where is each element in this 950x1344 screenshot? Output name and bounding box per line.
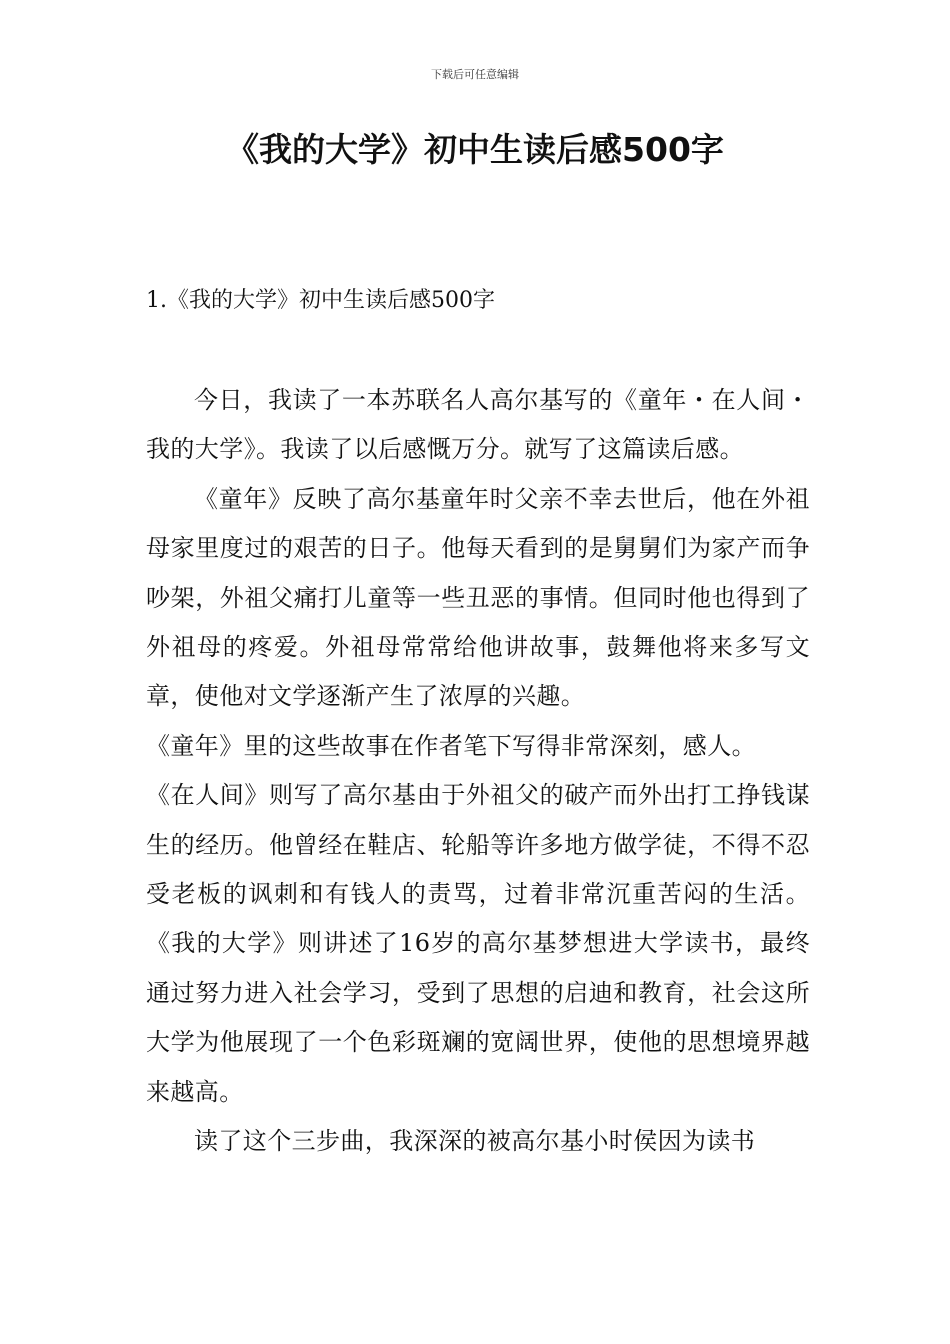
paragraph: 《童年》里的这些故事在作者笔下写得非常深刻，感人。: [146, 731, 756, 760]
paragraph: 读了这个三步曲，我深深的被高尔基小时侯因为读书: [194, 1127, 756, 1156]
paragraph: 《童年》反映了高尔基童年时父亲不幸去世后，他在外祖母家里度过的艰苦的日子。他每天看到的是舅舅们为家产而争吵架，外祖父痛打儿童等一些丑恶的事情。但同时他也得到了外祖母的疼爱。外祖母常常给他讲故事，鼓舞他将来多写文章，使他对文学逐渐产生了浓厚的兴趣。: [146, 484, 810, 711]
paragraph: 《在人间》则写了高尔基由于外祖父的破产而外出打工挣钱谋生的经历。他曾经在鞋店、轮船等许多地方做学徒，不得不忍受老板的讽刺和有钱人的责骂，过着非常沉重苦闷的生活。《我的大学》则讲述了16岁的高尔基梦想进大学读书，最终通过努力进入社会学习，受到了思想的启迪和教育，社会这所大学为他展现了一个色彩斑斓的宽阔世界，使他的思想境界越来越高。: [146, 781, 810, 1106]
body-text: [146, 376, 810, 1167]
paragraph: 今日，我读了一本苏联名人高尔基写的《童年・在人间・我的大学》。我读了以后感慨万分。就写了这篇读后感。: [146, 386, 810, 464]
document-title: 《我的大学》初中生读后感500字: [226, 130, 724, 169]
section-heading: 1.《我的大学》初中生读后感500字: [146, 288, 495, 313]
page-header-note: 下载后可任意编辑: [431, 68, 519, 81]
